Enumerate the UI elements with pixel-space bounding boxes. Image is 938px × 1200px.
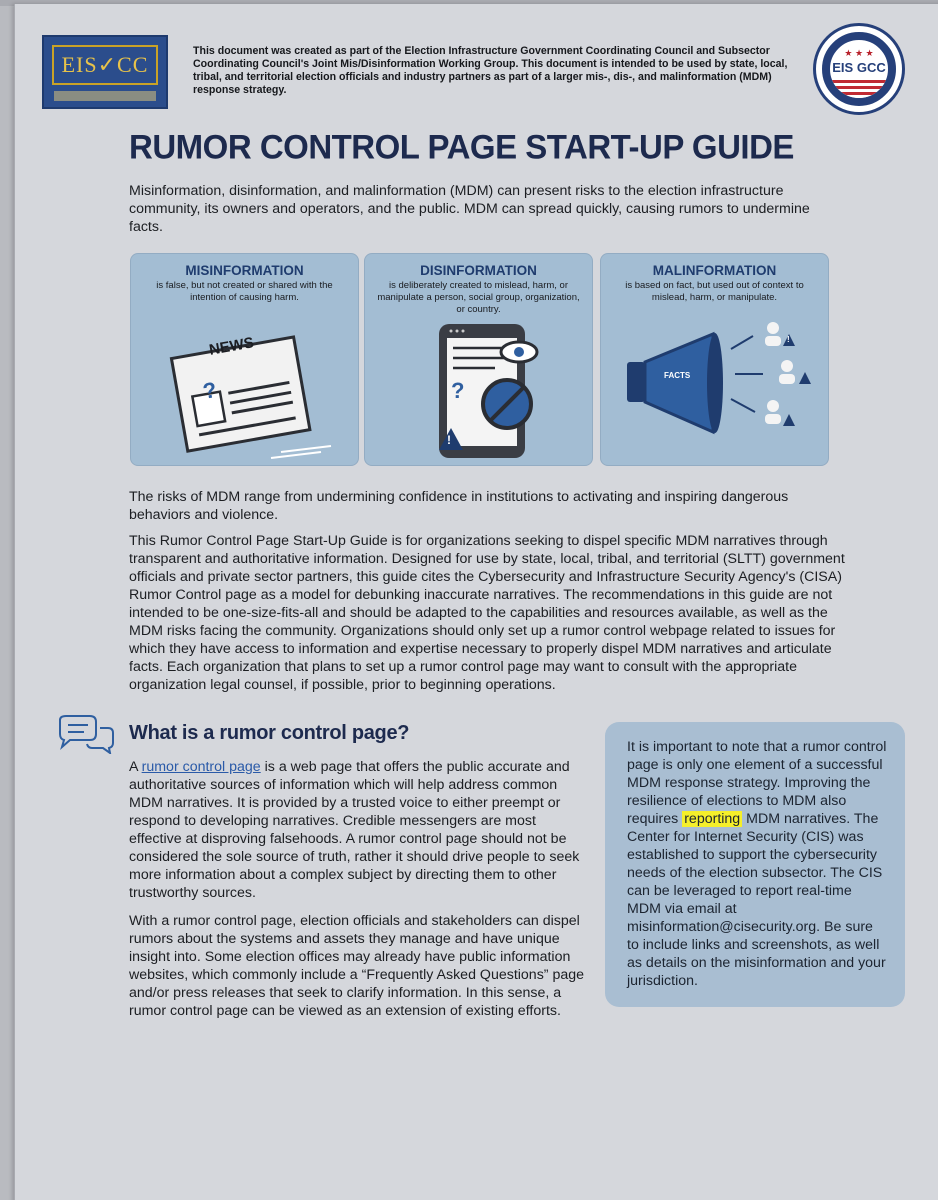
logo-subtitle-band [54,91,156,101]
para1-prefix: A [129,759,142,775]
misinformation-heading: MISINFORMATION [185,263,304,278]
megaphone-illustration [601,254,830,467]
panel-disinformation [364,253,593,466]
callout-text-after: MDM narratives. The Center for Internet Security (CIS) was established to support the cybersecurity needs of the election subsector. The CIS can be leveraged to report real-time MDM via email at misinformation@cisecurity.org. Be sure to include links and screenshots, as well as details on the misinformation and your jurisdiction. [627,811,886,989]
disinformation-description: is deliberately created to mislead, harm, or manipulate a person, social group, organization, or country. [377,280,580,315]
question-mark-icon: ? [451,378,465,403]
malinformation-heading: MALINFORMATION [652,263,777,278]
eis-gcc-seal [813,23,905,115]
logo-mark-text: EIS✓CC [61,52,149,77]
chat-bubbles-icon [56,714,116,754]
news-label: NEWS [207,334,256,359]
section-paragraph-2: With a rumor control page, election officials and stakeholders can dispel rumors about the systems and assets they manage and have unique insight into. Some election offices may already have public information websites, which commonly include a “Frequently Asked Questions” page and/or press releases that seek to clarify information. In this sense, a rumor control page can be viewed as an extension of existing efforts. [129,913,585,1019]
page-title: RUMOR CONTROL PAGE START-UP GUIDE [129,127,794,166]
question-mark-icon: ? [200,377,219,404]
warning-icon: ! [787,335,790,344]
panel-misinformation [130,253,359,466]
guide-paragraph: This Rumor Control Page Start-Up Guide is for organizations seeking to dispel specific MDM narratives through transparent and authoritative information. Designed for use by state, local, tribal, and territorial (SLTT) government officials and private sector partners, this guide cites the Cybersecurity and Infrastructure Security Agency's (CISA) Rumor Control page as a model for debunking inaccurate narratives. The recommendations in this guide are not intended to be one-size-fits-all and should be adapted to the capabilities and resources available, as well as the MDM risks facing the community. Organizations should only set up a rumor control webpage related to issues for which they have access to information and expertise necessary to properly dispel MDM narratives and articulate facts. Each organization that plans to set up a rumor control page may want to consult with the appropriate organization legal counsel, if possible, prior to beginning operations. [129,533,845,693]
seal-stars: ★ ★ ★ [844,48,874,58]
panel-malinformation [600,253,829,466]
risks-paragraph: The risks of MDM range from undermining confidence in institutions to activating and inspiring dangerous behaviors and violence. [129,489,789,523]
rumor-control-page-link[interactable]: rumor control page [141,759,261,775]
seal-name: EIS GCC [832,60,886,75]
misinformation-description: is false, but not created or shared with the intention of causing harm. [156,280,333,303]
section-paragraph-1 [129,758,591,902]
phone-illustration [365,254,594,467]
warning-icon: ! [447,433,451,447]
intro-paragraph: Misinformation, disinformation, and malinformation (MDM) can present risks to the election infrastructure community, its owners and operators, and the public. MDM can spread quickly, causing rumors to undermine facts. [129,183,810,235]
facts-label: FACTS [664,371,691,380]
disinformation-heading: DISINFORMATION [420,263,537,278]
section-heading: What is a rumor control page? [129,722,410,744]
seal-stripes [830,80,888,100]
header-note: This document was created as part of the Election Infrastructure Government Coordinating Council and Subsector Coordinating Council's Joint Mis/Disinformation Working Group. This document is intended to be used by state, local, tribal, and territorial election officials and industry partners as part of a larger mis-, dis-, and malinformation (MDM) response strategy. [193,45,788,96]
highlighted-word: reporting [684,811,741,827]
newspaper-illustration [131,254,360,467]
sidebar-callout [605,722,905,1007]
malinformation-description: is based on fact, but used out of context to mislead, harm, or manipulate. [625,280,804,303]
para1-rest: is a web page that offers the public accurate and authoritative sources of information which will help address common MDM narratives. It is provided by a trusted voice to either preempt or respond to developing narratives. Credible messengers are most effective at disproving falsehoods. A rumor control page should not be considered the sole source of truth, rather it should drive people to seek more information about a complex subject by directing them to other trustworthy sources. [129,759,580,901]
callout-text-before: It is important to note that a rumor control page is only one element of a successful MDM response strategy. Improving the resilience of elections to MDM also requires [627,739,887,827]
eis-scc-logo [42,35,168,109]
